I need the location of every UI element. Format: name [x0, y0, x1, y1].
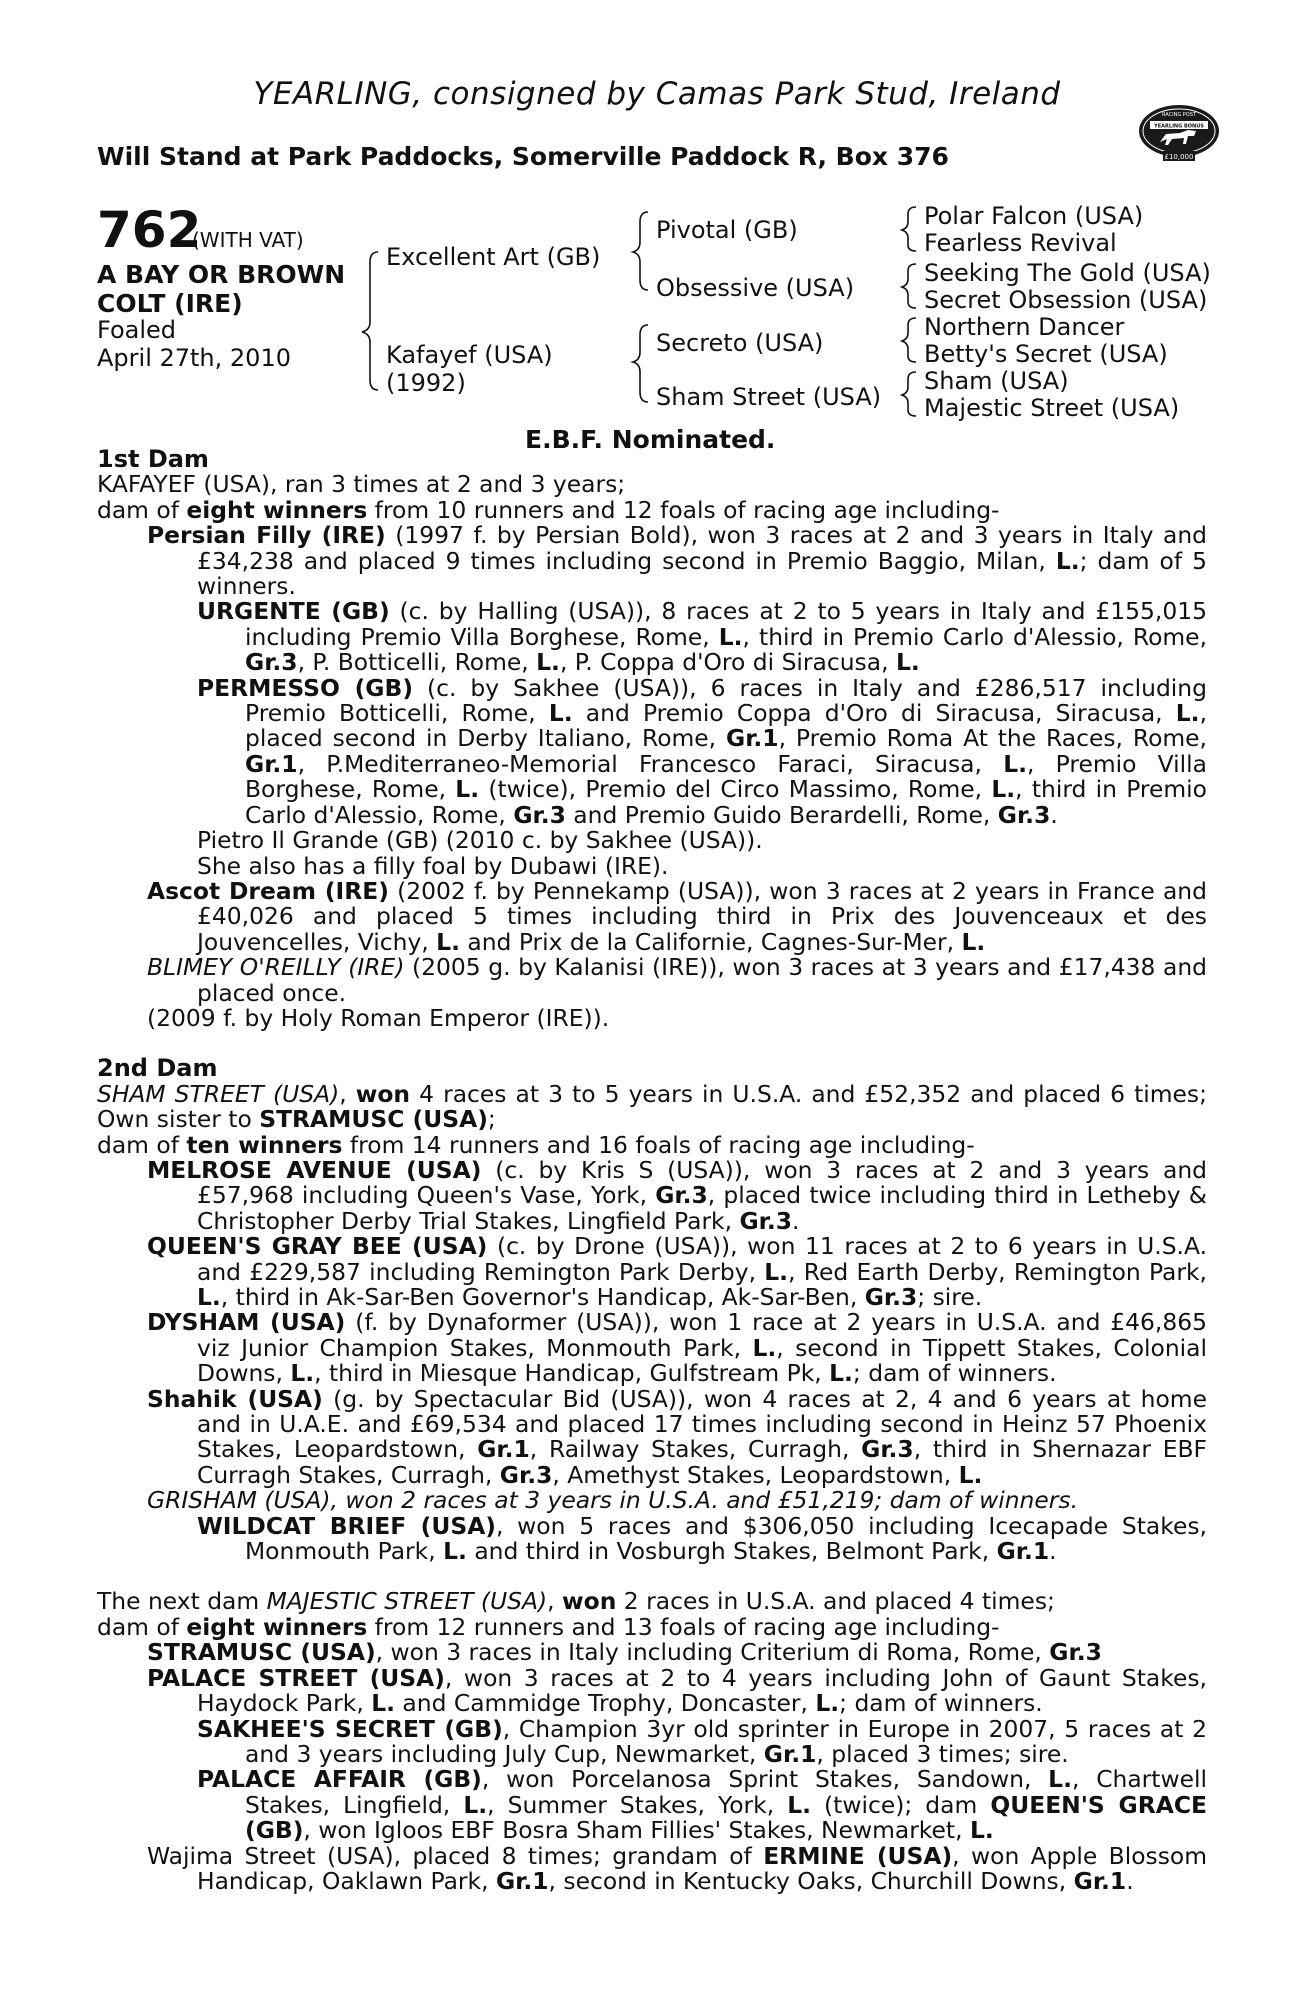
produce-entry	[147, 523, 1207, 599]
text-run: .	[1126, 1866, 1134, 1895]
brace-main	[362, 252, 378, 390]
text-run: (twice), Premio del Circo Massimo, Rome,	[479, 775, 992, 804]
bold-text-run: Gr.3	[245, 648, 298, 677]
pedigree-gen3-4: Secret Obsession (USA)	[924, 286, 1208, 314]
grandproduce-entry	[197, 1714, 1208, 1768]
text-run: , won Apple Blossom Handicap, Oaklawn Park,	[197, 1841, 1207, 1895]
bold-text-run: L.	[718, 622, 743, 651]
text-run: and Cammidge Trophy, Doncaster,	[394, 1689, 816, 1718]
bold-text-run: Gr.3	[997, 800, 1051, 829]
horse-description: A BAY OR BROWN COLT (IRE)	[97, 260, 346, 318]
text-run: ;	[487, 1105, 496, 1134]
bold-text-run: L.	[752, 1333, 777, 1362]
bold-text-run: DYSHAM (USA)	[147, 1308, 346, 1337]
brace-sire	[633, 212, 648, 290]
text-run: and Premio Coppa d'Oro di Siracusa, Siracusa,	[572, 699, 1176, 728]
bold-text-run: Gr.1	[726, 724, 779, 753]
text-run: , P. Botticelli, Rome,	[297, 648, 537, 677]
text-run: MAJESTIC STREET (USA)	[266, 1587, 548, 1616]
text-run: dam of	[97, 1130, 187, 1159]
bold-text-run: L.	[536, 648, 560, 677]
bold-text-run: L.	[961, 927, 986, 956]
bold-text-run: L.	[443, 1537, 467, 1566]
foaled-label: Foaled	[97, 316, 177, 344]
page-title: YEARLING, consigned by Camas Park Stud, Ireland	[253, 76, 1061, 112]
text-run: , third in Miesque Handicap, Gulfstream Pk,	[314, 1359, 830, 1388]
bold-text-run: PALACE AFFAIR (GB)	[197, 1765, 482, 1794]
text-run: .	[1049, 1537, 1057, 1566]
bold-text-run: MELROSE AVENUE (USA)	[147, 1155, 482, 1184]
produce-entry	[147, 1640, 1207, 1665]
badge-amount: £10,000	[1164, 153, 1194, 161]
text-run: , Railway Stakes, Curragh,	[529, 1435, 862, 1464]
grandproduce-entry	[197, 673, 1208, 829]
bold-text-run: Persian Filly (IRE)	[147, 521, 386, 550]
bold-text-run: L.	[991, 775, 1016, 804]
badge-mid-text: YEARLING BONUS	[1154, 123, 1204, 130]
vat-label: (WITH VAT)	[192, 228, 304, 252]
bold-text-run: L.	[815, 1689, 840, 1718]
text-run: The next dam	[97, 1587, 267, 1616]
produce-entry	[147, 1310, 1207, 1386]
text-run: BLIMEY O'REILLY (IRE)	[147, 953, 405, 982]
text-run: and third in Vosburgh Stakes, Belmont Park,	[466, 1537, 997, 1566]
pedigree-gen3-1: Polar Falcon (USA)	[924, 202, 1144, 230]
bold-text-run: L.	[1003, 749, 1027, 778]
bold-text-run: ERMINE (USA)	[763, 1841, 953, 1870]
bold-text-run: L.	[463, 1790, 488, 1819]
bold-text-run: Shahik (USA)	[147, 1384, 323, 1413]
second-dam-heading: 2nd Dam	[97, 1054, 218, 1083]
produce-entry	[147, 1155, 1207, 1235]
bold-text-run: URGENTE (GB)	[197, 597, 390, 626]
text-run: ; dam of winners.	[839, 1689, 1043, 1718]
bold-text-run: L.	[436, 927, 460, 956]
lot-number: 762	[97, 201, 202, 259]
grandproduce-entry	[197, 599, 1207, 675]
foaled-date: April 27th, 2010	[97, 344, 291, 372]
bold-text-run: L.	[548, 699, 573, 728]
pedigree-gen3-8: Majestic Street (USA)	[924, 394, 1180, 422]
produce-entry	[147, 1234, 1207, 1310]
text-run: , third in Shernazar EBF Curragh Stakes, Curragh,	[197, 1435, 1207, 1489]
second-dam-produce-summary	[97, 1130, 1207, 1159]
text-run: (f. by Dynaformer (USA)), won 1 race at 2 years in U.S.A. and £46,865 viz Junior Champion Stakes, Monmouth Park,	[197, 1308, 1208, 1362]
pedigree-gen3-7: Sham (USA)	[924, 367, 1069, 395]
text-run: ,	[339, 1079, 356, 1108]
second-dam-line	[97, 1079, 1207, 1134]
text-run: ,	[547, 1587, 563, 1616]
text-run: , Champion 3yr old sprinter in Europe in 2007, 5 races at 2 and 3 years including July Cup, Newmarket,	[245, 1714, 1208, 1768]
bold-text-run: ten winners	[186, 1130, 343, 1159]
next-dam-produce-summary	[97, 1612, 1207, 1641]
bold-text-run: won	[562, 1587, 617, 1616]
brace-dd	[902, 372, 916, 416]
bold-text-run: Gr.3	[655, 1181, 708, 1210]
bold-text-run: L.	[764, 1257, 789, 1286]
text-run: , third in Premio Carlo d'Alessio, Rome,	[245, 775, 1207, 829]
text-run: (g. by Spectacular Bid (USA)), won 4 races at 2, 4 and 6 years at home and in U.A.E. and £69,534 and placed 17 times including second in Heinz 57 Phoenix Stakes, Leopardstown,	[197, 1384, 1207, 1464]
pedigree-dam-year: (1992)	[386, 369, 466, 397]
text-run: from 14 runners and 16 foals of racing age including-	[342, 1130, 975, 1159]
produce-entry	[147, 1663, 1207, 1718]
brace-sd	[902, 264, 916, 308]
text-run: , Chartwell Stakes, Lingfield,	[245, 1765, 1207, 1819]
text-run: dam of	[97, 495, 187, 524]
produce-entry	[147, 1384, 1207, 1489]
bold-text-run: Gr.1	[1073, 1866, 1127, 1895]
produce-entry	[147, 955, 1207, 1006]
bold-text-run: L.	[290, 1359, 315, 1388]
text-run: , won 3 races in Italy including Criterium di Roma, Rome,	[375, 1638, 1050, 1667]
text-run: , P. Coppa d'Oro di Siracusa,	[559, 648, 896, 677]
bold-text-run: L.	[969, 1816, 994, 1845]
bold-text-run: eight winners	[186, 1612, 368, 1641]
text-run: , Amethyst Stakes, Leopardstown,	[552, 1460, 959, 1489]
bold-text-run: PERMESSO (GB)	[197, 673, 414, 702]
bold-text-run: L.	[1055, 546, 1080, 575]
text-run: , second in Tippett Stakes, Colonial Downs,	[197, 1333, 1207, 1388]
produce-entry	[147, 1841, 1207, 1895]
bold-text-run: Gr.1	[245, 749, 298, 778]
pedigree-sire: Excellent Art (GB)	[386, 243, 601, 271]
pedigree-dam-sire: Secreto (USA)	[656, 329, 824, 357]
bold-text-run: L.	[787, 1790, 811, 1819]
grandproduce-entry: Pietro Il Grande (GB) (2010 c. by Sakhee (USA)).	[197, 826, 763, 855]
bold-text-run: eight winners	[186, 495, 368, 524]
text-run: , third in Premio Carlo d'Alessio, Rome,	[742, 622, 1207, 651]
bold-text-run: Gr.1	[996, 1537, 1050, 1566]
text-run: (2002 f. by Pennekamp (USA)), won 3 races at 2 years in France and £40,026 and placed 5 times including third in Prix des Jouvenceaux et des Jouvencelles, Vichy,	[197, 876, 1207, 956]
brace-ss	[902, 207, 916, 251]
catalogue-body	[97, 447, 1207, 1894]
text-run: (c. by Sakhee (USA)), 6 races in Italy and £286,517 including Premio Botticelli, Rome,	[245, 673, 1207, 728]
bold-text-run: Gr.1	[477, 1435, 530, 1464]
bold-text-run: Ascot Dream (IRE)	[147, 876, 389, 905]
bold-text-run: Gr.3	[513, 800, 566, 829]
pedigree-sire-sire: Pivotal (GB)	[656, 216, 798, 244]
text-run: .	[792, 1206, 800, 1235]
text-run: , won 3 races at 2 to 4 years including John of Gaunt Stakes, Haydock Park,	[197, 1663, 1207, 1718]
text-run: , won 5 races and $306,050 including Icecapade Stakes, Monmouth Park,	[245, 1511, 1207, 1566]
text-run: , third in Ak-Sar-Ben Governor's Handicap, Ak-Sar-Ben,	[220, 1283, 865, 1311]
text-run: , Premio Villa Borghese, Rome,	[245, 749, 1207, 804]
grandproduce-entry	[197, 1767, 1207, 1843]
bold-text-run: Gr.1	[495, 1866, 549, 1895]
bold-text-run: Gr.3	[739, 1206, 793, 1235]
bold-text-run: L.	[371, 1689, 395, 1718]
produce-entry: (2009 f. by Holy Roman Emperor (IRE)).	[147, 1003, 610, 1032]
text-run: , placed 3 times; sire.	[816, 1739, 1069, 1768]
bold-text-run: L.	[455, 775, 480, 804]
bold-text-run: L.	[197, 1283, 221, 1311]
text-run: , placed second in Derby Italiano, Rome,	[245, 699, 1208, 753]
text-run: , second in Kentucky Oaks, Churchill Downs,	[548, 1866, 1074, 1895]
text-run: (twice); dam	[811, 1790, 991, 1819]
bold-text-run: L.	[1175, 699, 1200, 728]
text-run: , placed twice including third in Letheby & Christopher Derby Trial Stakes, Lingfield Park,	[197, 1181, 1207, 1235]
pedigree-gen3-2: Fearless Revival	[924, 229, 1117, 257]
text-run: and Prix de la Californie, Cagnes-Sur-Mer,	[459, 927, 962, 956]
bold-text-run: L.	[1048, 1765, 1072, 1794]
text-run: from 12 runners and 13 foals of racing age including-	[367, 1612, 1000, 1641]
text-run: , won Porcelanosa Sprint Stakes, Sandown,	[481, 1765, 1049, 1794]
text-run: .	[1050, 800, 1058, 829]
text-run: ; sire.	[917, 1283, 983, 1311]
text-run: (2005 g. by Kalanisi (IRE)), won 3 races at 3 years and £17,438 and placed once.	[197, 953, 1208, 1007]
bold-text-run: L.	[829, 1359, 853, 1388]
text-run: Wajima Street (USA), placed 8 times; grandam of	[147, 1841, 764, 1870]
pedigree-gen3-3: Seeking The Gold (USA)	[924, 259, 1211, 287]
text-run: , won Igloos EBF Bosra Sham Fillies' Stakes, Newmarket,	[303, 1816, 970, 1845]
grandproduce-entry	[197, 1511, 1207, 1566]
text-run: , P.Mediterraneo-Memorial Francesco Faraci, Siracusa,	[297, 749, 1004, 778]
brace-dam	[633, 325, 648, 402]
text-run: (c. by Drone (USA)), won 11 races at 2 to 6 years in U.S.A. and £229,587 including Remington Park Derby,	[197, 1232, 1207, 1286]
pedigree-gen3-5: Northern Dancer	[924, 313, 1125, 341]
pedigree-gen3-6: Betty's Secret (USA)	[924, 340, 1168, 368]
text-run: from 10 runners and 12 foals of racing age including-	[367, 495, 1000, 524]
produce-entry: GRISHAM (USA), won 2 races at 3 years in U.S.A. and £51,219; dam of winners.	[147, 1486, 1078, 1515]
bold-text-run: L.	[958, 1460, 983, 1489]
produce-entry	[147, 876, 1207, 956]
ebf-nominated: E.B.F. Nominated.	[525, 425, 776, 454]
bold-text-run: SAKHEE'S SECRET (GB)	[197, 1714, 503, 1743]
text-run: , Summer Stakes, York,	[487, 1790, 788, 1819]
bold-text-run: Gr.3	[499, 1460, 553, 1489]
text-run: ; dam of 5 winners.	[197, 546, 1207, 601]
text-run: 4 races at 3 to 5 years in U.S.A. and £52,352 and placed 6 times; Own sister to	[97, 1079, 1207, 1134]
stand-location: Will Stand at Park Paddocks, Somerville Paddock R, Box 376	[97, 142, 949, 171]
text-run: , Premio Roma At the Races, Rome,	[778, 724, 1207, 753]
bold-text-run: Gr.3	[864, 1283, 918, 1311]
bold-text-run: won	[355, 1079, 411, 1108]
pedigree-dam: Kafayef (USA)	[386, 341, 553, 369]
badge-top-text: RACING POST	[1162, 112, 1196, 118]
next-dam-line	[97, 1589, 1207, 1614]
bold-text-run: WILDCAT BRIEF (USA)	[197, 1511, 496, 1540]
brace-ds	[902, 318, 916, 362]
text-run: , Red Earth Derby, Remington Park,	[788, 1257, 1207, 1286]
text-run: ; dam of winners.	[852, 1359, 1057, 1388]
first-dam-produce-summary	[97, 495, 1207, 524]
text-run: (c. by Kris S (USA)), won 3 races at 2 and 3 years and £57,968 including Queen's Vase, York,	[197, 1155, 1207, 1210]
bold-text-run: STRAMUSC (USA)	[147, 1638, 376, 1667]
bold-text-run: PALACE STREET (USA)	[147, 1663, 445, 1692]
bold-text-run: QUEEN'S GRAY BEE (USA)	[147, 1232, 488, 1261]
text-run: 2 races in U.S.A. and placed 4 times;	[616, 1587, 1055, 1616]
pedigree-dam-dam: Sham Street (USA)	[656, 383, 882, 411]
text-run: (1997 f. by Persian Bold), won 3 races at 2 and 3 years in Italy and £34,238 and placed 9 times including second in Premio Baggio, Milan,	[197, 521, 1207, 575]
bold-text-run: Gr.3	[861, 1435, 914, 1464]
bold-text-run: QUEEN'S GRACE (GB)	[245, 1790, 1207, 1845]
text-run: SHAM STREET (USA)	[97, 1079, 340, 1108]
first-dam-line: KAFAYEF (USA), ran 3 times at 2 and 3 years;	[97, 470, 626, 499]
grandproduce-entry: She also has a filly foal by Dubawi (IRE).	[197, 851, 669, 880]
bold-text-run: STRAMUSC (USA)	[259, 1105, 488, 1134]
text-run: and Premio Guido Berardelli, Rome,	[565, 800, 998, 829]
bold-text-run: Gr.3	[1049, 1638, 1102, 1667]
text-run: (c. by Halling (USA)), 8 races at 2 to 5 years in Italy and £155,015 including Premio Villa Borghese, Rome,	[245, 597, 1207, 651]
pedigree-sire-dam: Obsessive (USA)	[656, 274, 855, 302]
text-run: dam of	[97, 1612, 187, 1641]
first-dam-heading: 1st Dam	[97, 445, 209, 473]
bold-text-run: Gr.1	[763, 1739, 817, 1768]
bold-text-run: L.	[895, 648, 920, 677]
